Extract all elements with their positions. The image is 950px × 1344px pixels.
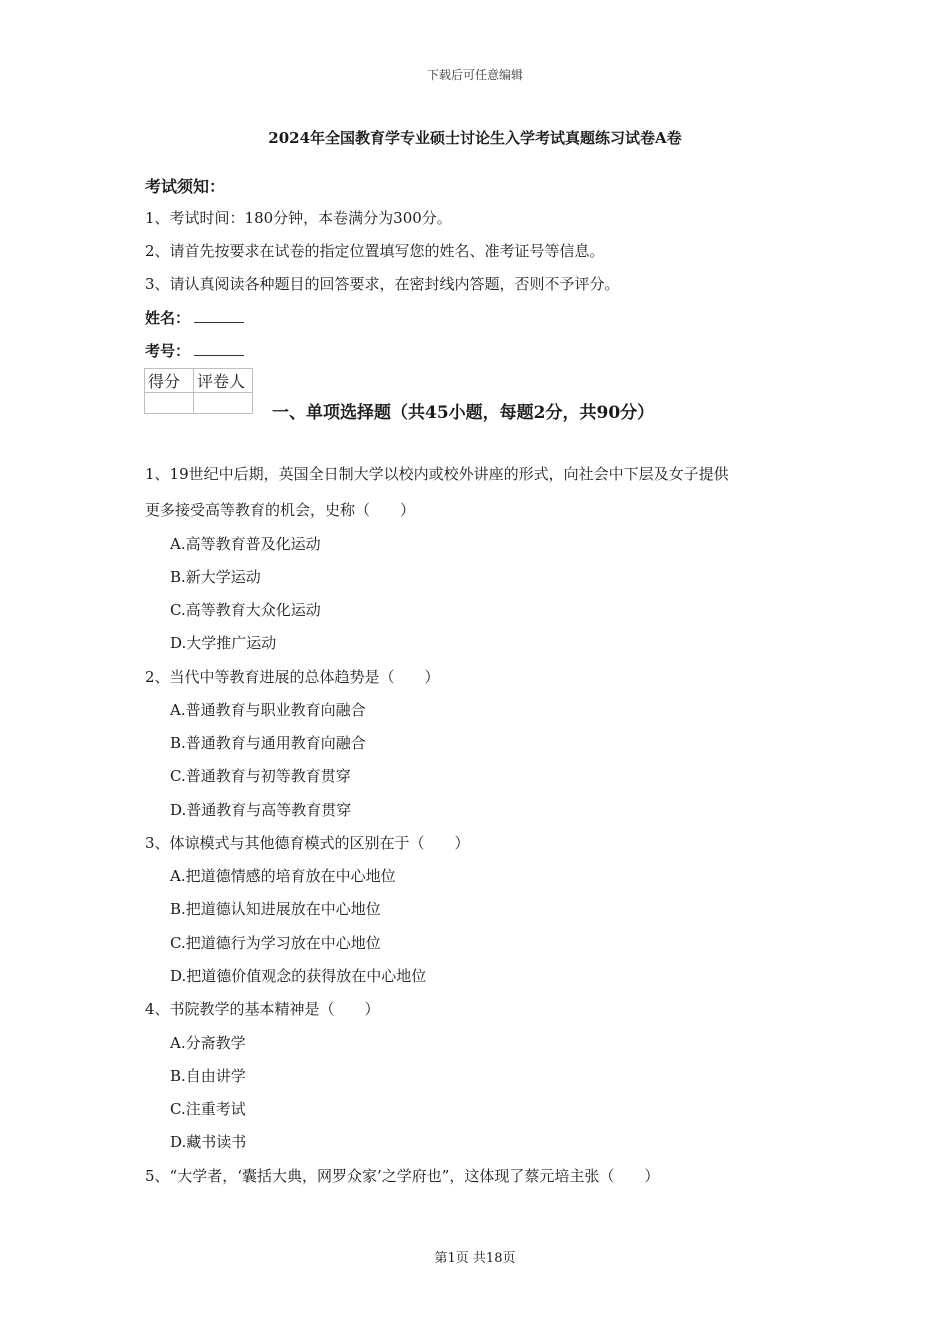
section-title: 一、单项选择题（共45小题，每题2分，共90分） <box>272 403 655 423</box>
answer-option: B.新大学运动 <box>170 568 261 586</box>
question-line: 更多接受高等教育的机会，史称（ ） <box>145 501 416 519</box>
answer-option: D.把道德价值观念的获得放在中心地位 <box>170 967 427 985</box>
answer-option: D.大学推广运动 <box>170 634 277 652</box>
score-table <box>144 368 253 414</box>
answer-option: C.注重考试 <box>170 1100 246 1118</box>
question-line: 2、当代中等教育进展的总体趋势是（ ） <box>145 668 440 686</box>
answer-option: C.把道德行为学习放在中心地位 <box>170 934 381 952</box>
notice-item: 3、请认真阅读各种题目的回答要求，在密封线内答题，否则不予评分。 <box>145 275 620 293</box>
question-line: 1、19世纪中后期，英国全日制大学以校内或校外讲座的形式，向社会中下层及女子提供 <box>145 465 729 483</box>
answer-option: D.藏书读书 <box>170 1133 247 1151</box>
notice-item: 2、请首先按要求在试卷的指定位置填写您的姓名、准考证号等信息。 <box>145 242 605 260</box>
question-line: 3、体谅模式与其他德育模式的区别在于（ ） <box>145 834 470 852</box>
name-label: 姓名： <box>145 309 191 327</box>
document-title: 2024年全国教育学专业硕士讨论生入学考试真题练习试卷A卷 <box>268 129 682 147</box>
answer-option: C.高等教育大众化运动 <box>170 601 321 619</box>
answer-option: A.高等教育普及化运动 <box>170 535 321 553</box>
question-line: 4、书院教学的基本精神是（ ） <box>145 1000 380 1018</box>
answer-option: B.把道德认知进展放在中心地位 <box>170 900 381 918</box>
score-header: 得分 <box>145 369 194 393</box>
grader-cell <box>194 393 253 414</box>
question-line: 5、“大学者，‘囊括大典，网罗众家’之学府也”，这体现了蔡元培主张（ ） <box>145 1167 660 1185</box>
notice-item: 1、考试时间：180分钟，本卷满分为300分。 <box>145 209 452 227</box>
answer-option: C.普通教育与初等教育贯穿 <box>170 767 351 785</box>
notice-heading: 考试须知： <box>145 177 226 196</box>
name-blank-line <box>194 310 244 323</box>
answer-option: B.自由讲学 <box>170 1067 246 1085</box>
grader-header: 评卷人 <box>194 369 253 393</box>
score-cell <box>145 393 194 414</box>
answer-option: A.把道德情感的培育放在中心地位 <box>170 867 396 885</box>
exam-id-label: 考号： <box>145 342 191 360</box>
answer-option: B.普通教育与通用教育向融合 <box>170 734 366 752</box>
exam-id-field <box>145 340 244 361</box>
answer-option: A.普通教育与职业教育向融合 <box>170 701 366 719</box>
page-footer: 第1页 共18页 <box>434 1251 516 1266</box>
header-note: 下载后可任意编辑 <box>426 68 523 82</box>
answer-option: A.分斋教学 <box>170 1034 246 1052</box>
answer-option: D.普通教育与高等教育贯穿 <box>170 801 352 819</box>
name-field <box>145 307 244 328</box>
exam-id-blank-line <box>194 343 244 356</box>
